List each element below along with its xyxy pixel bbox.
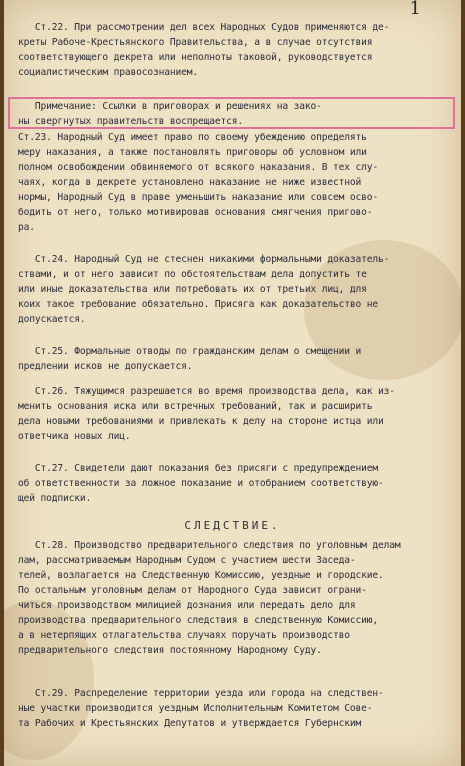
section-heading: СЛЕДСТВИЕ.: [184, 519, 281, 532]
article-23: Ст.23. Народный Суд имеет право по своему убеждению определять меру наказания, а также постановлять приговоры об условном или полном освобождении обвиняемого от всякого наказания. В тех слу- чаях, когда в декрете установлено наказание не ниже известной нормы, Народный Суд в праве уменьшить наказание или совсем осво- бодить от него, только мотивировав основания смягчения пригово- ра.: [18, 132, 379, 233]
article-26: Ст.26. Тяжущимся разрешается во время производства дела, как из- менить основания иска или встречных требований, так и расширить дела новыми требованиями и привлекать к делу на стороне истца или ответчика новых лиц.: [18, 386, 395, 442]
article-28: Ст.28. Производство предварительного следствия по уголовным делам лам, рассматриваемым Народным Судом с участием шести Заседа- телей, возлагается на Следственную Комиссию, уездные и городские. По остальным уголовным делам от Народного Суда зависит ограни- читься производством милицией дознания или передать дело для производства предварительного следствия в следственную Комиссию, а в нетерпящих отлагательства случаях поручать производство предварительного следствия постоянному Народному Суду.: [18, 540, 401, 656]
article-27: Ст.27. Свидетели дают показания без присяги с предупреждением об ответственности за ложное показание и отобранием соответствую- щей подписки.: [18, 463, 384, 504]
article-25: Ст.25. Формальные отводы по гражданским делам о смещении и предлении исков не допускается.: [18, 346, 362, 372]
article-22: Ст.22. При рассмотрении дел всех Народных Судов применяются де- креты Рабоче-Крестьянского Правительства, а в случае отсутствия соответствующего декрета или неполноты таковой, руководствуется социалистическим правосознанием.: [18, 22, 390, 78]
page-number: 1: [409, 0, 421, 19]
article-24: Ст.24. Народный Суд не стеснен никакими формальными доказатель- ствами, и от него зависит по обстоятельствам дела допустить те или иные доказательства или потребовать их от третьих лиц, для коих такое требование обязательно. Присяга как доказательство не допускается.: [18, 254, 390, 325]
highlight-box: [8, 97, 455, 129]
note-paragraph: Примечание: Ссылки в приговорах и решениях на зако- ны свергнутых правительств воспрещается.: [18, 101, 322, 127]
article-29: Ст.29. Распределение территории уезда или города на следствен- ные участки производится уездным Исполнительным Комитетом Сове- та Рабочих и Крестьянских Депутатов и утверждается Губернским: [18, 688, 384, 729]
document-page: [4, 0, 461, 766]
